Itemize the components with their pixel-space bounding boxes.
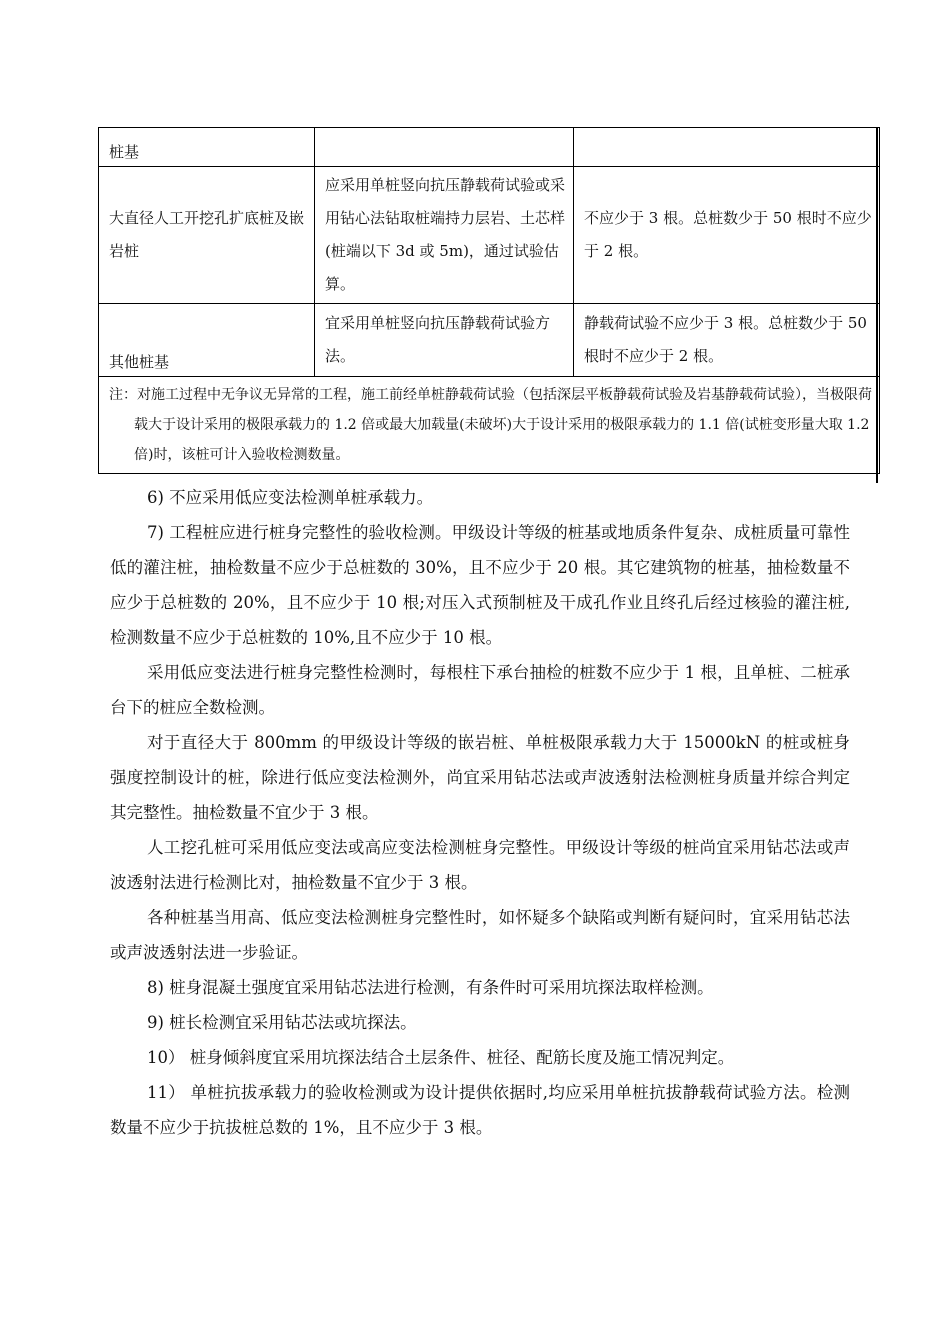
pile-test-table [98,127,880,474]
test-method-cell: 应采用单桩竖向抗压静载荷试验或采用钻心法钻取桩端持力层岩、土芯样(桩端以下 3d 或 5m)，通过试验估算。 [315,167,574,304]
table-row [99,128,880,167]
test-quantity-cell: 静载荷试验不应少于 3 根。总桩数少于 50 根时不应少于 2 根。 [574,304,880,377]
paragraph: 人工挖孔桩可采用低应变法或高应变法检测桩身完整性。甲级设计等级的桩尚宜采用钻芯法或声波透射法进行检测比对，抽检数量不宜少于 3 根。 [110,838,850,892]
table-note: 注：对施工过程中无争议无异常的工程，施工前经单桩静载荷试验（包括深层平板静载荷试验及岩基静载荷试验），当极限荷载大于设计采用的极限承载力的 1.2 倍或最大加载量(未破坏)大于设计采用的极限承载力的 1.1 倍(试桩变形量大取 1.2 倍)时，该桩可计入验收检测数量。 [109,387,872,463]
pile-type-cell: 其他桩基 [99,304,315,377]
test-quantity-cell [574,128,880,167]
pile-type-cell: 大直径人工开挖孔扩底桩及嵌岩桩 [99,167,315,304]
paragraph: 各种桩基当用高、低应变法检测桩身完整性时，如怀疑多个缺陷或判断有疑问时，宜采用钻芯法或声波透射法进一步验证。 [110,908,850,962]
paragraph: 采用低应变法进行桩身完整性检测时，每根柱下承台抽检的桩数不应少于 1 根，且单桩、二桩承台下的桩应全数检测。 [110,663,850,717]
table-note-cell [99,377,880,474]
body-text [110,480,850,1145]
test-method-cell [315,128,574,167]
table-row [99,167,880,304]
paragraph: 7) 工程桩应进行桩身完整性的验收检测。甲级设计等级的桩基或地质条件复杂、成桩质量可靠性低的灌注桩，抽检数量不应少于总桩数的 30%，且不应少于 20 根。其它建筑物的桩基，抽检数量不应少于总桩数的 20%，且不应少于 10 根;对压入式预制桩及干成孔作业且终孔后经过核验的灌注桩,检测数量不应少于总桩数的 10%,且不应少于 10 根。 [110,523,850,647]
test-quantity-cell: 不应少于 3 根。总桩数少于 50 根时不应少于 2 根。 [574,167,880,304]
paragraph: 6) 不应采用低应变法检测单桩承载力。 [147,488,434,507]
paragraph: 8) 桩身混凝土强度宜采用钻芯法进行检测，有条件时可采用坑探法取样检测。 [147,978,714,997]
paragraph: 11） 单桩抗拔承载力的验收检测或为设计提供依据时,均应采用单桩抗拔静载荷试验方法。检测数量不应少于抗拔桩总数的 1%，且不应少于 3 根。 [110,1083,850,1137]
test-method-cell: 宜采用单桩竖向抗压静载荷试验方法。 [315,304,574,377]
paragraph: 10） 桩身倾斜度宜采用坑探法结合土层条件、桩径、配筋长度及施工情况判定。 [147,1048,735,1067]
table-right-border [876,127,878,483]
table-note-row [99,377,880,474]
paragraph: 对于直径大于 800mm 的甲级设计等级的嵌岩桩、单桩极限承载力大于 15000kN 的桩或桩身强度控制设计的桩，除进行低应变法检测外，尚宜采用钻芯法或声波透射法检测桩身质量并综合判定其完整性。抽检数量不宜少于 3 根。 [110,733,850,822]
table-row [99,304,880,377]
pile-type-cell: 桩基 [99,128,315,167]
paragraph: 9) 桩长检测宜采用钻芯法或坑探法。 [147,1013,417,1032]
pile-test-table-container [98,127,876,474]
